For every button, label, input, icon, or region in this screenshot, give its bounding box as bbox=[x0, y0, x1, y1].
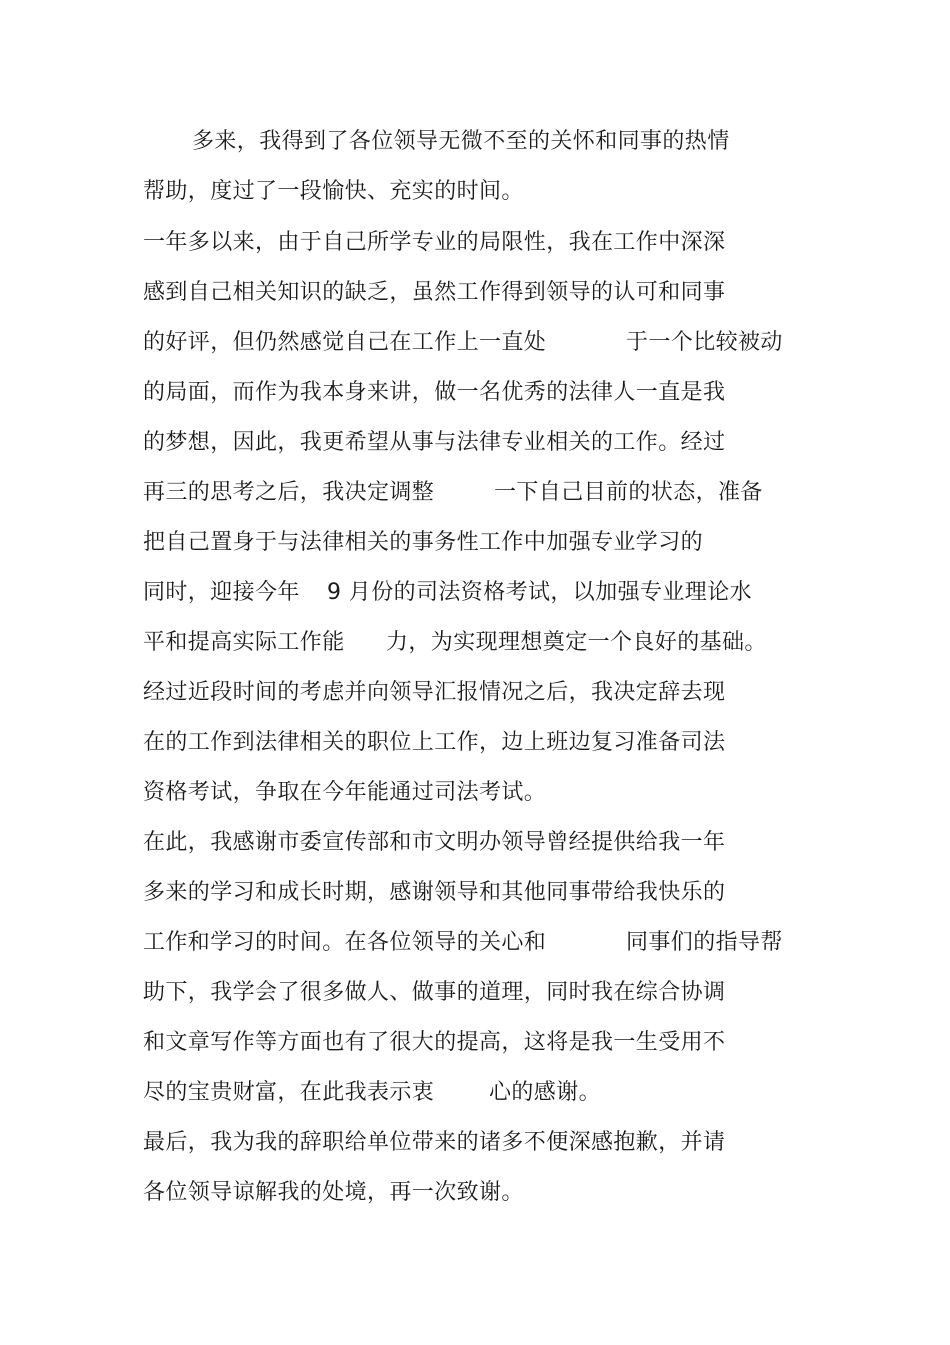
text-segment: 助下，我学会了很多做人、做事的道理，同时我在综合协调 bbox=[143, 980, 726, 1005]
text-segment: 的好评，但仍然感觉自己在工作上一直处 bbox=[143, 330, 547, 355]
text-segment: 的局面，而作为我本身来讲，做一名优秀的法律人一直是我 bbox=[143, 380, 726, 405]
text-segment: 于一个比较被动 bbox=[626, 330, 783, 355]
text-segment: 同事们的指导帮 bbox=[626, 930, 783, 955]
text-segment: 工作和学习的时间。在各位领导的关心和 bbox=[143, 930, 547, 955]
text-segment: 经过近段时间的考虑并向领导汇报情况之后，我决定辞去现 bbox=[143, 680, 726, 705]
text-segment: 最后，我为我的辞职给单位带来的诸多不便深感抱歉，并请 bbox=[143, 1130, 726, 1155]
text-segment: 尽的宝贵财富，在此我表示衷 bbox=[143, 1080, 435, 1105]
text-segment: 9 月份的司法资格考试，以加强专业理论水 bbox=[327, 580, 752, 605]
text-segment: 的梦想，因此，我更希望从事与法律专业相关的工作。经过 bbox=[143, 430, 726, 455]
text-segment: 在此，我感谢市委宣传部和市文明办领导曾经提供给我一年 bbox=[143, 830, 726, 855]
text-segment: 同时，迎接今年 bbox=[143, 580, 300, 605]
text-segment: 感到自己相关知识的缺乏，虽然工作得到领导的认可和同事 bbox=[143, 280, 726, 305]
text-segment: 各位领导谅解我的处境，再一次致谢。 bbox=[143, 1180, 524, 1205]
text-segment: 多来的学习和成长时期，感谢领导和其他同事带给我快乐的 bbox=[143, 880, 726, 905]
text-segment: 把自己置身于与法律相关的事务性工作中加强专业学习的 bbox=[143, 530, 704, 555]
text-segment: 再三的思考之后，我决定调整 bbox=[143, 480, 435, 505]
text-segment: 心的感谢。 bbox=[489, 1080, 602, 1105]
text-segment: 资格考试，争取在今年能通过司法考试。 bbox=[143, 780, 547, 805]
text-segment: 一年多以来，由于自己所学专业的局限性，我在工作中深深 bbox=[143, 230, 726, 255]
text-segment: 和文章写作等方面也有了很大的提高，这将是我一生受用不 bbox=[143, 1030, 726, 1055]
text-segment: 一下自己目前的状态，准备 bbox=[494, 480, 763, 505]
text-segment: 在的工作到法律相关的职位上工作，边上班边复习准备司法 bbox=[143, 730, 726, 755]
text-segment: 帮助，度过了一段愉快、充实的时间。 bbox=[143, 179, 524, 204]
text-segment: 多来，我得到了各位领导无微不至的关怀和同事的热情 bbox=[192, 129, 730, 154]
text-segment: 力，为实现理想奠定一个良好的基础。 bbox=[386, 630, 767, 655]
text-segment: 平和提高实际工作能 bbox=[143, 630, 345, 655]
